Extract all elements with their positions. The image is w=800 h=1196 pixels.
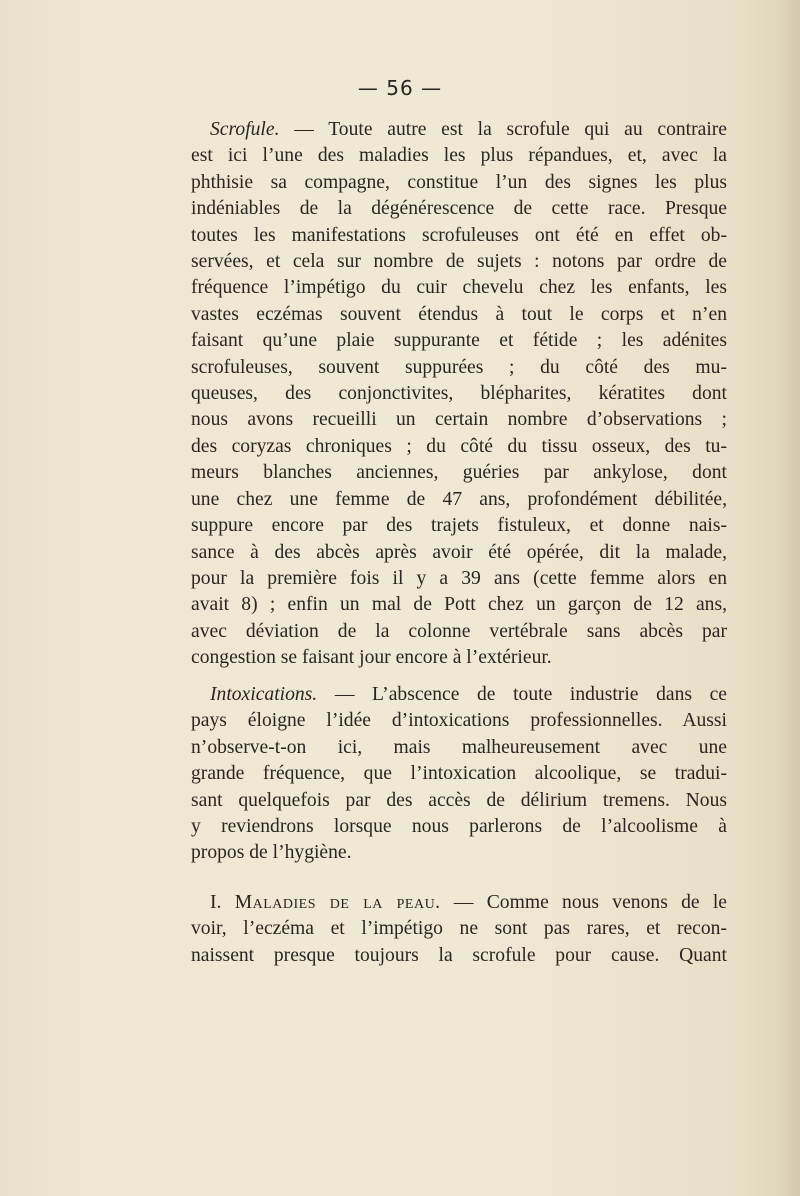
section-heading-maladies-peau: Maladies de la peau. xyxy=(234,892,441,913)
text-line: meurs blanches anciennes, guéries par ankylose, dont xyxy=(191,462,727,484)
text-line: avec déviation de la colonne vertébrale sans abcès par xyxy=(191,620,727,642)
text-line: congestion se faisant jour encore à l’extérieur. xyxy=(191,647,552,669)
text-line: une chez une femme de 47 ans, profondément débilitée, xyxy=(191,488,727,510)
text-line: fréquence l’impétigo du cuir chevelu chez les enfants, les xyxy=(191,277,727,299)
text-line: grande fréquence, que l’intoxication alcoolique, se tradui- xyxy=(191,763,727,785)
text-line: Intoxications. — L’abscence de toute industrie dans ce xyxy=(210,684,727,705)
text-line: faisant qu’une plaie suppurante et fétide ; les adénites xyxy=(191,330,727,352)
section-numeral: I. xyxy=(210,892,222,913)
paragraph-scrofule xyxy=(191,117,727,672)
text-line: phthisie sa compagne, constitue l’un des signes les plus xyxy=(191,171,727,193)
text-line: servées, et cela sur nombre de sujets : notons par ordre de xyxy=(191,251,727,273)
text-line: n’observe-t-on ici, mais malheureusement avec une xyxy=(191,736,727,758)
text-line: des coryzas chroniques ; du côté du tissu osseux, des tu- xyxy=(191,435,727,457)
text-line: voir, l’eczéma et l’impétigo ne sont pas rares, et recon- xyxy=(191,918,727,940)
text-line: queuses, des conjonctivites, blépharites, kératites dont xyxy=(191,383,727,405)
text-line: sance à des abcès après avoir été opérée, dit la malade, xyxy=(191,541,727,563)
text-line: vastes eczémas souvent étendus à tout le corps et n’en xyxy=(191,303,727,325)
section-heading-intoxications: Intoxications. xyxy=(210,684,318,705)
text-line: indéniables de la dégénérescence de cette race. Presque xyxy=(191,198,727,220)
section-heading-scrofule: Scrofule. xyxy=(210,119,280,140)
text-line: sant quelquefois par des accès de délirium tremens. Nous xyxy=(191,789,727,811)
text-line: toutes les manifestations scrofuleuses ont été en effet ob- xyxy=(191,224,727,246)
text-line: pour la première fois il y a 39 ans (cette femme alors en xyxy=(191,567,727,589)
text-line: Scrofule. — Toute autre est la scrofule qui au contraire xyxy=(210,119,727,140)
text-line: scrofuleuses, souvent suppurées ; du côté des mu- xyxy=(191,356,727,378)
text-line: y reviendrons lorsque nous parlerons de l’alcoolisme à xyxy=(191,816,727,838)
page-edge-shadow xyxy=(782,0,800,1196)
text-line: est ici l’une des maladies les plus répandues, et, avec la xyxy=(191,145,727,167)
page-number: — 56 — xyxy=(357,76,443,100)
text-line: nous avons recueilli un certain nombre d’observations ; xyxy=(191,409,727,431)
paragraph-intoxications xyxy=(191,682,727,867)
text-line: pays éloigne l’idée d’intoxications professionnelles. Aussi xyxy=(191,710,727,732)
text-line: propos de l’hygiène. xyxy=(191,842,352,864)
text-line: I. Maladies de la peau. — Comme nous venons de le xyxy=(210,892,727,913)
text-line: suppure encore par des trajets fistuleux, et donne nais- xyxy=(191,515,727,537)
paragraph-maladies-peau xyxy=(191,890,727,969)
text-line: naissent presque toujours la scrofule pour cause. Quant xyxy=(191,944,727,966)
text-line: avait 8) ; enfin un mal de Pott chez un garçon de 12 ans, xyxy=(191,594,727,616)
